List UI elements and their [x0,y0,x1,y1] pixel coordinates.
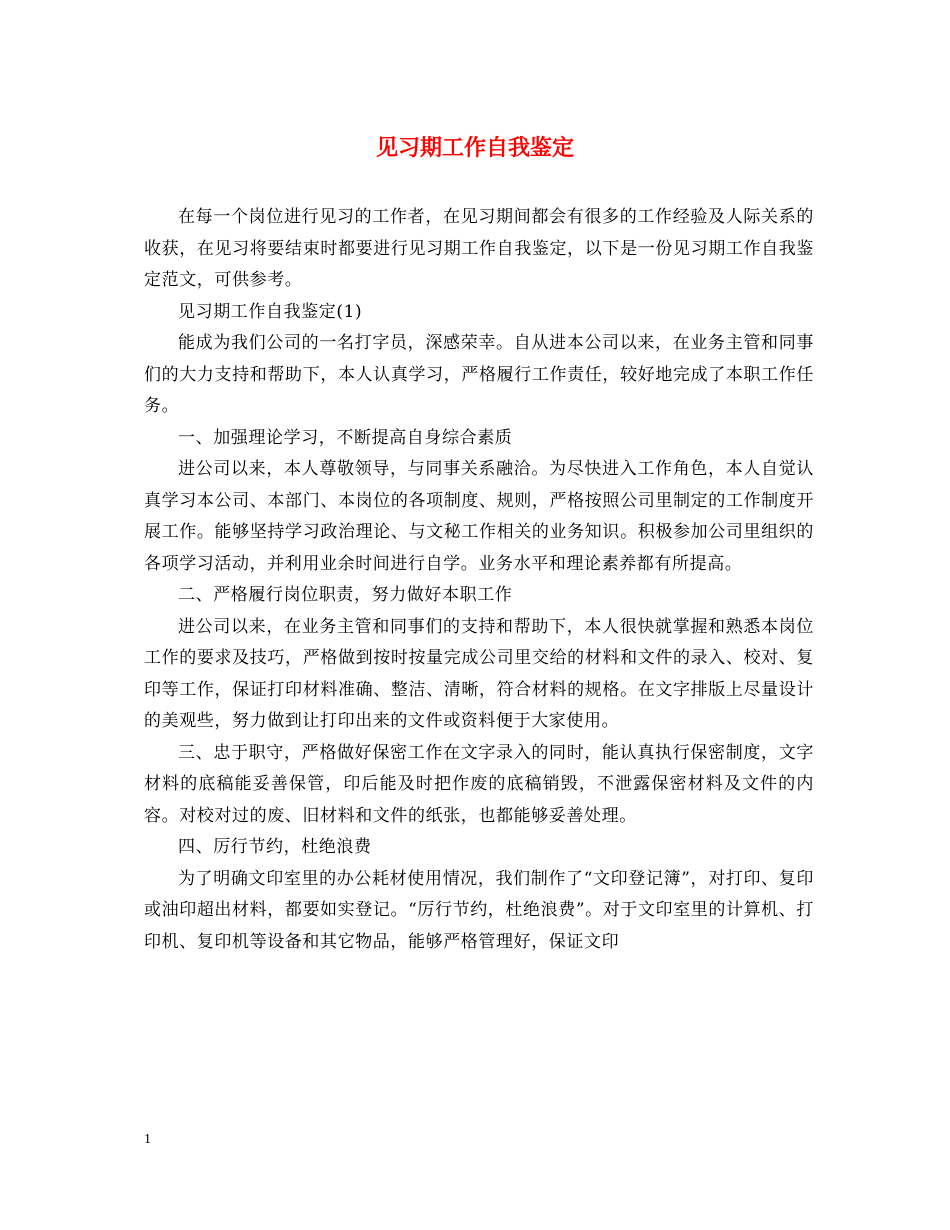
paragraph-section-1: 进公司以来，本人尊敬领导，与同事关系融洽。为尽快进入工作角色，本人自觉认真学习本公司、本部门、本岗位的各项制度、规则，严格按照公司里制定的工作制度开展工作。能够坚持学习政治理论、与文秘工作相关的业务知识。积极参加公司里组织的各项学习活动，并利用业余时间进行自学。业务水平和理论素养都有所提高。 [144,459,814,574]
paragraph-section-3: 三、忠于职守，严格做好保密工作在文字录入的同时，能认真执行保密制度，文字材料的底稿能妥善保管，印后能及时把作废的底稿销毁，不泄露保密材料及文件的内容。对校对过的废、旧材料和文件的纸张，也都能够妥善处理。 [144,742,814,826]
section-heading-4: 四、厉行节约，杜绝浪费 [178,837,372,857]
section-heading-1: 一、加强理论学习，不断提高自身综合素质 [178,427,513,448]
document-body [144,202,814,958]
page-number: 1 [144,1132,151,1147]
paragraph-opening: 能成为我们公司的一名打字员，深感荣幸。自从进本公司以来，在业务主管和同事们的大力支持和帮助下，本人认真学习，严格履行工作责任，较好地完成了本职工作任务。 [144,333,814,416]
paragraph-subtitle: 见习期工作自我鉴定(1) [178,301,363,322]
section-heading-2: 二、严格履行岗位职责，努力做好本职工作 [178,585,513,605]
paragraph-intro: 在每一个岗位进行见习的工作者，在见习期间都会有很多的工作经验及人际关系的收获，在见习将要结束时都要进行见习期工作自我鉴定，以下是一份见习期工作自我鉴定范文，可供参考。 [144,207,814,290]
document-title: 见习期工作自我鉴定 [375,135,574,161]
paragraph-section-4: 为了明确文印室里的办公耗材使用情况，我们制作了“文印登记簿”，对打印、复印或油印超出材料，都要如实登记。“厉行节约，杜绝浪费”。对于文印室里的计算机、打印机、复印机等设备和其它物品，能够严格管理好，保证文印 [144,868,814,952]
paragraph-section-2: 进公司以来，在业务主管和同事们的支持和帮助下，本人很快就掌握和熟悉本岗位工作的要求及技巧，严格做到按时按量完成公司里交给的材料和文件的录入、校对、复印等工作，保证打印材料准确、整洁、清晰，符合材料的规格。在文字排版上尽量设计的美观些，努力做到让打印出来的文件或资料便于大家使用。 [144,616,814,731]
